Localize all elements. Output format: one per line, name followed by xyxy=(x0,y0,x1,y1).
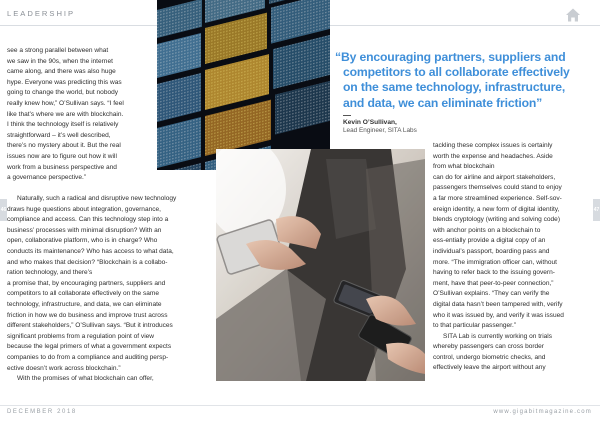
website-url[interactable]: www.gigabitmagazine.com xyxy=(493,409,592,415)
text-line: worth the expense and headaches. Aside xyxy=(433,152,553,160)
pull-quote-line: “By encouraging partners, suppliers and xyxy=(335,50,566,64)
text-line: With the promises of what blockchain can offer, xyxy=(17,375,154,383)
text-line: ective doesn’t work across blockchain.” xyxy=(7,364,121,372)
text-line: hype. Everyone was predicting this was xyxy=(7,78,122,86)
home-icon[interactable] xyxy=(565,7,581,23)
text-line: like that’s where we are with blockchain. xyxy=(7,110,124,118)
text-line: more. “The immigration officer can, without xyxy=(433,258,557,266)
issue-date: DECEMBER 2018 xyxy=(7,409,77,415)
text-line: draws huge questions about integration, governance, xyxy=(7,205,161,213)
text-line: tackling these complex issues is certainly xyxy=(433,142,553,149)
text-line: blends cryptology (writing and solving code) xyxy=(433,216,561,224)
text-line: to that particular passenger.” xyxy=(433,322,516,330)
text-line: and who makes that decision? “Blockchain is a collabo- xyxy=(7,258,168,266)
footer-divider xyxy=(0,405,600,406)
page-number-left: 46 xyxy=(0,199,7,221)
data-screens-photo xyxy=(157,0,330,170)
text-line: ment, have that peer-to-peer connection,” xyxy=(433,279,554,287)
text-line: ereign identity, a new form of digital identity, xyxy=(433,205,560,213)
text-line: competitors to all collaborate effectively on the same xyxy=(7,290,159,298)
text-line: open, collaborative platform, who is in charge? Who xyxy=(7,237,158,245)
text-line: O’Sullivan explains. “They can verify the xyxy=(433,290,550,298)
text-line: who it was issued by, and verify it was issued xyxy=(433,311,564,319)
text-line: I think the technology itself is relatively xyxy=(7,121,119,129)
text-line: ration technology, and there’s xyxy=(7,269,93,277)
text-line: significant problems from a regulation point of view xyxy=(7,332,155,340)
text-line: can do for airline and airport stakeholders, xyxy=(433,173,556,181)
text-line: see a strong parallel between what xyxy=(7,47,109,54)
text-line: issues now are to figure out how it will xyxy=(7,152,117,160)
text-line: there’s no mystery about it. But the real xyxy=(7,142,121,150)
text-line: a governance perspective.” xyxy=(7,174,86,182)
text-line: really knew how,” O’Sullivan says. “I feel xyxy=(7,99,124,107)
text-line: friction in how we do business and improve trust across xyxy=(7,311,168,319)
text-line: Naturally, such a radical and disruptive new technology xyxy=(17,195,177,202)
body-column-left-bottom xyxy=(7,194,215,385)
text-line: individual’s passport, boarding pass and xyxy=(433,247,550,255)
text-line: with anchor points on a blockchain to xyxy=(433,226,541,234)
text-line: technology, infrastructure, and data, we can eliminate xyxy=(7,300,162,308)
text-line: digital data hasn’t been tampered with, verify xyxy=(433,300,563,308)
text-line: from what blockchain xyxy=(433,163,495,171)
pull-quote-line: competitors to all collaborate effectively xyxy=(343,65,570,80)
quote-author-role: Lead Engineer, SITA Labs xyxy=(343,126,417,134)
text-line: effectively leave the airport without any xyxy=(433,364,546,372)
smartphones-photo xyxy=(216,149,425,381)
text-line: compliance and access. Can this technology step into a xyxy=(7,216,169,224)
page-number-right: 47 xyxy=(593,199,600,221)
text-line: because the legal primers of what a government expects xyxy=(7,343,172,351)
text-line: companies to do from a compliance and auditing persp- xyxy=(7,353,169,361)
pull-quote-line: on the same technology, infrastructure, xyxy=(343,80,566,95)
section-label: LEADERSHIP xyxy=(7,9,76,18)
text-line: different stakeholders,” O’Sullivan says. “But it introduces xyxy=(7,322,173,330)
text-line: work from a business perspective and xyxy=(7,163,117,171)
text-line: a promise that, by encouraging partners, suppliers and xyxy=(7,279,166,287)
text-line: whereby passengers can cross border xyxy=(433,343,544,351)
text-line: business’ processes with minimal disruption? With an xyxy=(7,226,162,234)
text-line: ess-entially provide a digital copy of an xyxy=(433,237,546,245)
pull-quote-text xyxy=(335,50,587,111)
quote-divider xyxy=(343,115,351,116)
body-column-left-top xyxy=(7,46,157,184)
text-line: having to refer back to the issuing govern- xyxy=(433,269,555,277)
text-line: conducts its maintenance? Who has access to what data, xyxy=(7,247,174,255)
text-line: we saw in the 90s, when the internet xyxy=(7,57,113,65)
text-line: control, undergo biometric checks, and xyxy=(433,353,546,361)
text-line: straightforward – it’s well described, xyxy=(7,131,111,139)
text-line: a far more streamlined experience. Self-sov- xyxy=(433,194,562,202)
quote-author-name: Kevin O’Sullivan, xyxy=(343,118,397,126)
text-line: SITA Lab is currently working on trials xyxy=(443,332,553,340)
text-line: going to change the world, but nobody xyxy=(7,89,119,97)
pull-quote-line: and data, we can eliminate friction” xyxy=(343,95,543,110)
text-line: came along, and there was also huge xyxy=(7,68,116,76)
text-line: passengers themselves could stand to enjoy xyxy=(433,184,562,192)
pull-quote xyxy=(335,50,587,135)
body-column-right xyxy=(433,141,591,374)
